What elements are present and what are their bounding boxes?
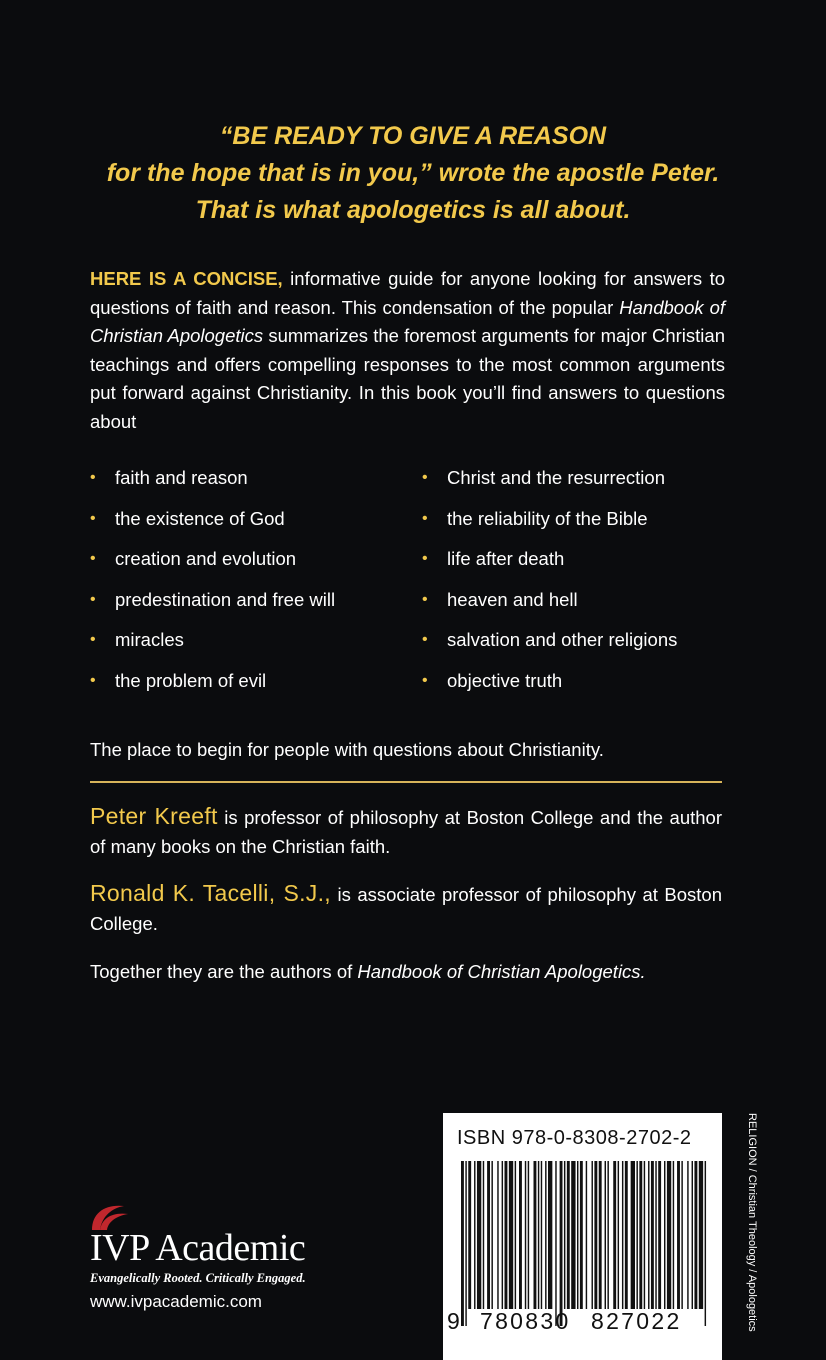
publisher-motto: Evangelically Rooted. Critically Engaged. [90, 1271, 306, 1285]
barcode-bar [571, 1161, 575, 1309]
bullet-icon: • [422, 671, 428, 689]
barcode-bar [648, 1161, 649, 1309]
barcode-bar [618, 1161, 619, 1309]
barcode-bar [599, 1161, 602, 1309]
barcode-bar [687, 1161, 688, 1309]
barcode-bar [502, 1161, 503, 1309]
list-item: • the existence of God [90, 503, 422, 544]
barcode-bar [594, 1161, 597, 1309]
barcode-bar [622, 1161, 623, 1309]
barcode-bar [586, 1161, 587, 1309]
author-name: Ronald K. Tacelli, S.J., [90, 880, 331, 906]
barcode-bar [667, 1161, 671, 1309]
barcode-bar [461, 1161, 464, 1326]
barcode-bar [639, 1161, 642, 1309]
bullet-icon: • [90, 469, 96, 486]
barcode-bar [491, 1161, 492, 1309]
barcode-bar [538, 1161, 539, 1309]
barcode-bar [564, 1161, 565, 1309]
barcode-box [443, 1113, 722, 1360]
barcode-bar [705, 1161, 706, 1326]
barcode-bar [625, 1161, 628, 1309]
publisher-website: www.ivpacademic.com [90, 1292, 262, 1311]
quote-line-1: “BE READY TO GIVE A REASON [219, 122, 607, 150]
intro-paragraph [90, 265, 725, 436]
barcode-bar [548, 1161, 552, 1309]
list-item: • predestination and free will [90, 584, 422, 625]
barcode-bar [515, 1161, 516, 1309]
barcode-bar [592, 1161, 593, 1309]
barcode-bar [694, 1161, 697, 1309]
barcode-bar [605, 1161, 606, 1309]
barcode-bar [545, 1161, 546, 1309]
author-bio-text: is professor of philosophy at Boston College and the author of many books on the Christian faith. [90, 807, 722, 857]
barcode-bar [541, 1161, 542, 1309]
list-item: • the reliability of the Bible [422, 503, 730, 544]
isbn-number: ISBN 978-0-8308-2702-2 [457, 1127, 692, 1149]
barcode-bar [534, 1161, 537, 1309]
barcode-digits: 9 780830 827022 [447, 1308, 682, 1334]
list-item: • heaven and hell [422, 584, 730, 625]
barcode-bar [673, 1161, 674, 1309]
intro-text-2: summarizes the foremost arguments for major Christian teachings and offers compelling responses to the most common arguments put forward against Christianity. In this book you’ll find answers to questions about [90, 325, 725, 432]
bullet-icon: • [422, 509, 428, 527]
topics-list [90, 462, 730, 706]
barcode-bar [644, 1161, 645, 1309]
handbook-title: Handbook of Christian Apologetics. [357, 961, 646, 982]
barcode-bar [560, 1161, 563, 1326]
barcode-bar [509, 1161, 513, 1309]
barcode-bar [677, 1161, 680, 1309]
intro-text-1: informative guide for anyone looking for answers to questions of faith and reason. This condensation of the popular [90, 268, 725, 318]
barcode-bar [636, 1161, 637, 1309]
barcode-bar [474, 1161, 475, 1309]
publisher-name: IVP Academic [90, 1227, 306, 1269]
author-bio-text: is associate professor of philosophy at Boston College. [90, 884, 722, 934]
list-item: • Christ and the resurrection [422, 462, 730, 503]
author-bio-kreeft [90, 802, 722, 861]
category-label [726, 1113, 758, 1332]
barcode-bar [477, 1161, 481, 1309]
barcode-bar [577, 1161, 578, 1309]
barcode-bar [631, 1161, 635, 1309]
bullet-icon: • [90, 671, 96, 689]
back-cover-quote [0, 118, 826, 229]
barcode-bar [699, 1161, 703, 1309]
barcode-bar [607, 1161, 608, 1309]
author-name: Peter Kreeft [90, 803, 218, 829]
bullet-icon: • [422, 590, 428, 608]
bullet-icon: • [90, 550, 96, 568]
barcode-bar [505, 1161, 508, 1309]
barcode-bar [651, 1161, 654, 1309]
barcode-bar [555, 1161, 556, 1326]
barcode-bar [487, 1161, 490, 1309]
list-item: • miracles [90, 624, 422, 665]
list-item: • creation and evolution [90, 543, 422, 584]
barcode-bar [528, 1161, 529, 1309]
intro-book-title: Handbook of Christian Apologetics [90, 296, 725, 346]
bullet-icon: • [90, 631, 96, 649]
divider [90, 781, 722, 783]
bullet-icon: • [422, 631, 428, 649]
list-item: • faith and reason [90, 462, 422, 503]
intro-lead: HERE IS A CONCISE, [90, 268, 283, 289]
bullet-icon: • [422, 550, 428, 568]
barcode-bar [681, 1161, 682, 1309]
authors-note: Together they are the authors of Handbook of Christian Apologetics. [90, 961, 646, 982]
barcode-bar [468, 1161, 471, 1309]
quote-line-3: That is what apologetics is all about. [195, 196, 631, 224]
barcode-bar [692, 1161, 693, 1309]
list-item: • the problem of evil [90, 665, 422, 706]
quote-line-2: for the hope that is in you,” wrote the apostle Peter. [106, 159, 720, 187]
barcode-bar [658, 1161, 661, 1309]
barcode-bar [567, 1161, 570, 1309]
list-item: • salvation and other religions [422, 624, 730, 665]
barcode-icon [461, 1161, 707, 1326]
barcode-bar [664, 1161, 665, 1309]
author-bio-tacelli [90, 879, 722, 938]
barcode-bar [483, 1161, 484, 1309]
bullet-icon: • [90, 509, 96, 527]
bullet-icon: • [422, 469, 428, 486]
bullet-icon: • [90, 590, 96, 608]
barcode-bar [519, 1161, 522, 1309]
list-item: • objective truth [422, 665, 730, 706]
list-item: • life after death [422, 543, 730, 584]
tagline: The place to begin for people with questions about Christianity. [90, 739, 604, 760]
category-text: RELIGION / Christian Theology / Apologetics [746, 1113, 758, 1332]
barcode-bar [613, 1161, 616, 1309]
barcode-bar [497, 1161, 498, 1309]
barcode-bar [580, 1161, 583, 1309]
barcode-bar [655, 1161, 656, 1309]
barcode-bar [465, 1161, 466, 1326]
barcode-bar [525, 1161, 526, 1309]
